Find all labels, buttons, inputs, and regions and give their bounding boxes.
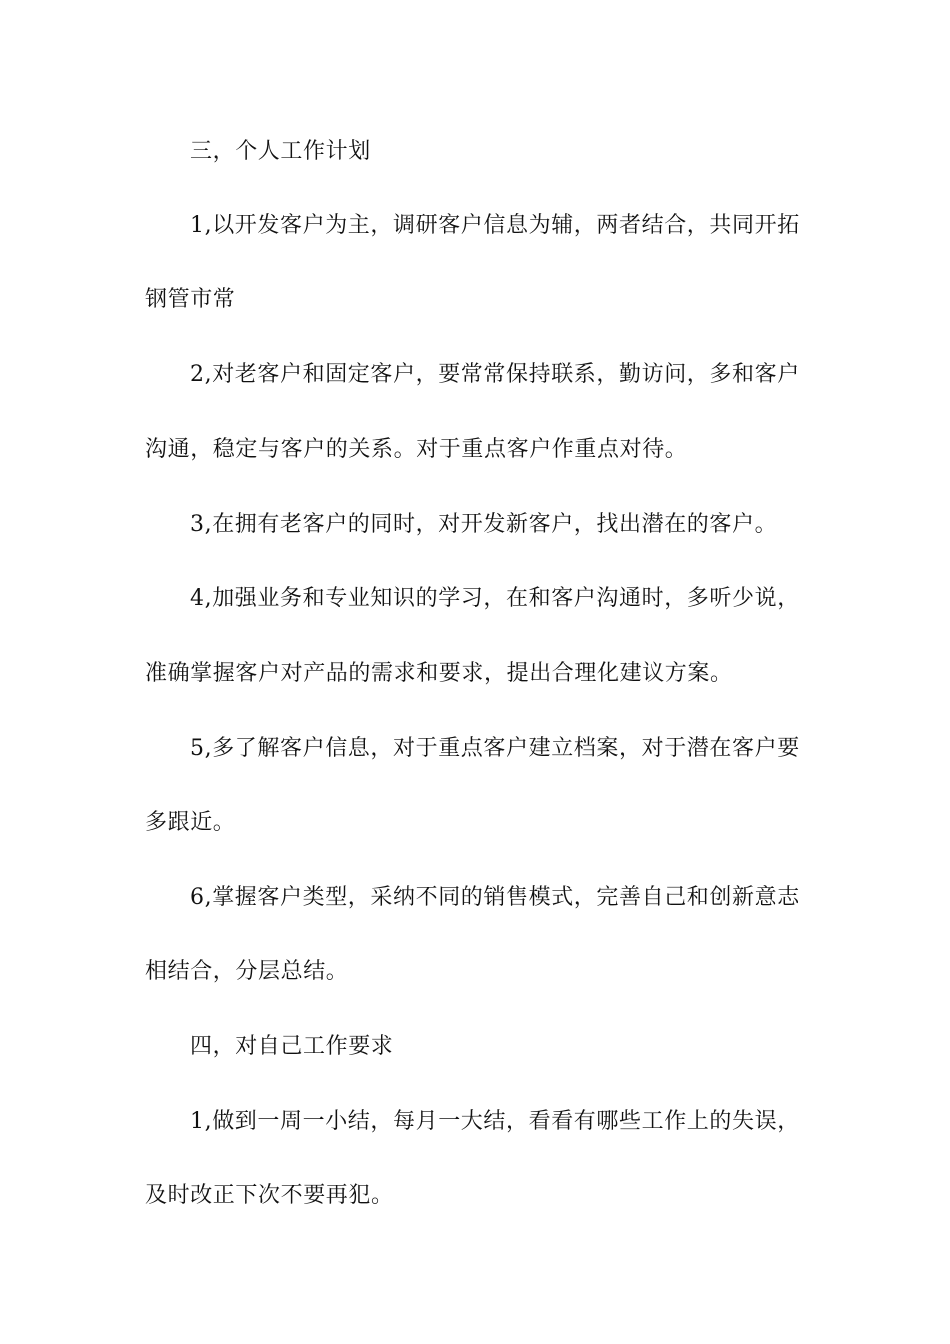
paragraph-line: 相结合，分层总结。 [145, 959, 349, 984]
paragraph-line: 及时改正下次不要再犯。 [145, 1183, 394, 1208]
paragraph-line: 1,以开发客户为主，调研客户信息为辅，两者结合，共同开拓 [190, 213, 800, 238]
section-heading-personal-plan: 三，个人工作计划 [190, 139, 371, 164]
paragraph-line: 钢管市常 [145, 287, 236, 312]
paragraph-line: 3,在拥有老客户的同时，对开发新客户，找出潜在的客户。 [190, 512, 778, 537]
paragraph-line: 2,对老客户和固定客户，要常常保持联系，勤访问，多和客户 [190, 362, 800, 387]
paragraph-line: 多跟近。 [145, 810, 236, 835]
paragraph-line: 5,多了解客户信息，对于重点客户建立档案，对于潜在客户要 [190, 736, 800, 761]
section-heading-work-requirements: 四，对自己工作要求 [190, 1034, 394, 1059]
paragraph-line: 沟通，稳定与客户的关系。对于重点客户作重点对待。 [145, 437, 688, 462]
paragraph-line: 准确掌握客户对产品的需求和要求，提出合理化建议方案。 [145, 661, 733, 686]
paragraph-line: 4,加强业务和专业知识的学习，在和客户沟通时，多听少说， [190, 586, 800, 611]
paragraph-line: 6,掌握客户类型，采纳不同的销售模式，完善自己和创新意志 [190, 885, 800, 910]
paragraph-line: 1,做到一周一小结，每月一大结，看看有哪些工作上的失误， [190, 1109, 800, 1134]
